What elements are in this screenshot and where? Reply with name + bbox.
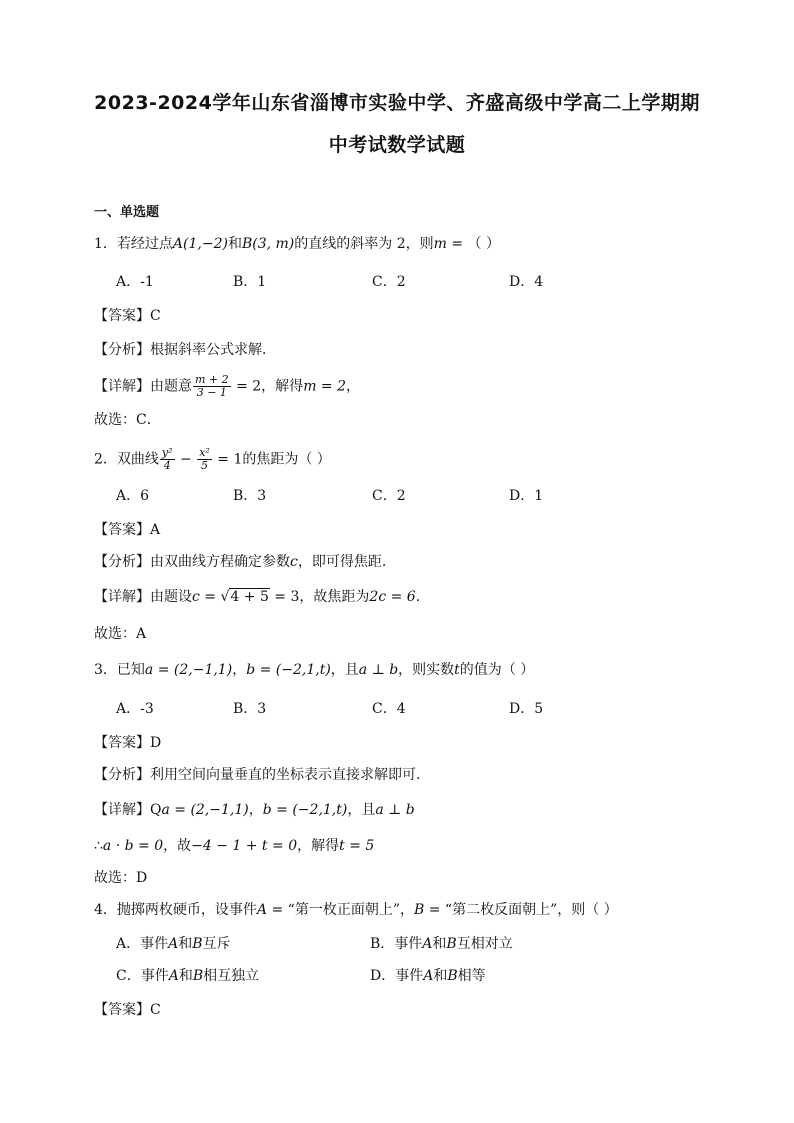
- detail-sep: ，: [248, 802, 263, 818]
- q1-var: m: [433, 236, 447, 252]
- opt-and: 和: [178, 968, 193, 984]
- answer-value: C: [150, 308, 161, 324]
- q1-choice: 故选：C．: [94, 412, 161, 428]
- dot-product: a · b = 0: [102, 838, 164, 854]
- sym-b: B: [192, 936, 203, 952]
- q1-fraction: [193, 374, 231, 399]
- q3-option-b: B．3: [233, 701, 267, 717]
- q2-text-b: = 1的焦距为（ ）: [212, 451, 331, 468]
- q3-sep: ，: [232, 662, 247, 678]
- q2-option-c: C．2: [372, 488, 406, 504]
- opt-rel: 相等: [457, 968, 486, 984]
- q3-text-c: ，则实数: [398, 662, 455, 678]
- fraction-denominator: 4: [163, 459, 171, 472]
- page-title-line2: 中考试数学试题: [328, 134, 466, 156]
- q3-text-a: 3．已知: [94, 662, 145, 678]
- opt-text: A．事件: [116, 936, 169, 952]
- answer-value: A: [150, 522, 161, 538]
- analysis-var: c: [290, 554, 298, 570]
- q1-option-c: C．2: [372, 274, 406, 290]
- analysis-text: 利用空间向量垂直的坐标表示直接求解即可.: [150, 767, 421, 783]
- fraction-numerator: y²: [161, 446, 173, 459]
- q1-option-a: A．-1: [116, 274, 154, 290]
- q3-answer: [94, 733, 161, 753]
- therefore-symbol: ∴: [94, 838, 103, 854]
- detail-text-e: .: [415, 589, 421, 605]
- q3-choice: 故选：D: [94, 870, 148, 886]
- q4-option-b: [370, 934, 513, 954]
- analysis-tag: 【分析】: [94, 767, 150, 783]
- q3-vector-b: b = (−2,1,t): [246, 662, 331, 678]
- q3-option-d: D．5: [509, 701, 544, 717]
- detail-vector-a: a = (2,−1,1): [161, 802, 249, 818]
- opt-rel: 互斥: [202, 936, 231, 952]
- q1-text-d: = （ ）: [446, 236, 500, 252]
- detail-tag: 【详解】: [94, 589, 150, 605]
- sym-b: B: [446, 936, 457, 952]
- line2-equation: −4 − 1 + t = 0: [191, 838, 298, 854]
- opt-and: 和: [432, 936, 447, 952]
- fraction-numerator: m + 2: [195, 373, 229, 386]
- analysis-tag: 【分析】: [94, 342, 150, 358]
- q4-event-a: A: [256, 902, 268, 918]
- fraction-denominator: 5: [201, 459, 208, 472]
- fraction-denominator: 3 − 1: [196, 386, 227, 399]
- detail-text-a: Q: [150, 802, 162, 818]
- detail-result: 2c = 6: [369, 589, 416, 605]
- opt-rel: 互相对立: [456, 936, 513, 952]
- q4-text-a: 4．抛掷两枚硬币，设事件: [94, 902, 257, 918]
- sym-a: A: [423, 968, 434, 984]
- q4-option-a: [116, 934, 231, 954]
- detail-vector-b: b = (−2,1,t): [262, 802, 348, 818]
- q2-fraction-2: [197, 447, 212, 472]
- sym-b: B: [447, 968, 458, 984]
- q1-analysis: [94, 340, 276, 360]
- opt-and: 和: [178, 936, 193, 952]
- q4-text-c: = “第二枚反面朝上”，则（ ）: [424, 902, 618, 918]
- q3-vector-a: a = (2,−1,1): [144, 662, 233, 678]
- question-3-stem: [94, 660, 534, 680]
- q2-fraction-1: [160, 447, 175, 472]
- detail-var: c =: [192, 589, 221, 605]
- analysis-tag: 【分析】: [94, 554, 150, 570]
- line2-result: t = 5: [339, 838, 375, 854]
- question-2-stem: [94, 447, 331, 472]
- q3-detail: [94, 800, 415, 820]
- q1-text-c: 的直线的斜率为 2，则: [294, 236, 434, 252]
- opt-text: C．事件: [116, 968, 169, 984]
- detail-text-a: 由题意: [150, 378, 192, 395]
- q1-text-a: 1．若经过点: [94, 236, 173, 252]
- analysis-text-b: ，即可得焦距.: [297, 554, 387, 570]
- detail-text-b: ，且: [347, 802, 376, 818]
- opt-rel: 相互独立: [203, 968, 260, 984]
- q2-option-a: A．6: [116, 488, 150, 504]
- q1-detail: [94, 374, 360, 399]
- q1-option-d: D．4: [509, 274, 544, 290]
- detail-tag: 【详解】: [94, 802, 150, 818]
- q4-option-d: [370, 966, 486, 986]
- line2-text-b: ，故: [163, 838, 192, 854]
- q1-text-b: 和: [227, 236, 242, 252]
- q1-answer: [94, 306, 161, 326]
- q2-option-d: D．1: [509, 488, 544, 504]
- question-1-stem: [94, 234, 500, 254]
- page-title-line1: 2023-2024学年山东省淄博市实验中学、齐盛高级中学高二上学期期: [94, 92, 700, 114]
- opt-and: 和: [433, 968, 448, 984]
- analysis-text-a: 由双曲线方程确定参数: [150, 554, 290, 570]
- answer-tag: 【答案】: [94, 308, 150, 324]
- q3-option-a: A．-3: [116, 701, 154, 717]
- q4-option-c: [116, 966, 259, 986]
- detail-perp: a ⊥ b: [375, 802, 415, 818]
- detail-result: m = 2: [303, 378, 347, 395]
- q3-option-c: C．4: [372, 701, 406, 717]
- analysis-text: 根据斜率公式求解．: [150, 342, 276, 358]
- q2-answer: [94, 520, 160, 540]
- q2-choice: 故选：A: [94, 626, 147, 642]
- q4-text-b: = “第一枚正面朝上”，: [267, 902, 414, 918]
- detail-text-a: 由题设: [150, 589, 192, 605]
- sqrt-symbol: √: [220, 589, 230, 605]
- q3-var: t: [454, 662, 460, 678]
- detail-text-d: ，: [346, 378, 361, 395]
- detail-text-b: = 2，解得: [231, 378, 304, 395]
- opt-text: B．事件: [370, 936, 423, 952]
- answer-tag: 【答案】: [94, 522, 150, 538]
- answer-tag: 【答案】: [94, 735, 150, 751]
- detail-tag: 【详解】: [94, 378, 150, 395]
- q3-analysis: [94, 765, 420, 785]
- answer-value: D: [150, 735, 162, 751]
- section-heading: 一、单选题: [94, 205, 160, 220]
- q2-minus: −: [175, 451, 197, 468]
- q3-text-b: ，且: [330, 662, 359, 678]
- sym-a: A: [168, 968, 179, 984]
- question-4-stem: [94, 900, 618, 920]
- q1-point-b: B(3, m): [241, 236, 295, 252]
- answer-value: C: [150, 1002, 161, 1018]
- q4-event-b: B: [414, 902, 425, 918]
- answer-tag: 【答案】: [94, 1002, 150, 1018]
- sym-a: A: [422, 936, 433, 952]
- q2-detail: [94, 587, 420, 607]
- sym-a: A: [168, 936, 179, 952]
- detail-text-b: = 3，故焦距为: [269, 589, 370, 605]
- fraction-numerator: x²: [199, 446, 210, 459]
- line2-text-c: ，解得: [297, 838, 340, 854]
- q2-analysis: [94, 552, 386, 572]
- q1-point-a: A(1,−2): [172, 236, 228, 252]
- sym-b: B: [192, 968, 204, 984]
- q2-option-b: B．3: [233, 488, 267, 504]
- q4-answer: [94, 1000, 161, 1020]
- sqrt-content: 4 + 5: [230, 589, 269, 605]
- q3-text-d: 的值为（ ）: [459, 662, 535, 678]
- q1-option-b: B．1: [233, 274, 267, 290]
- q2-text-a: 2．双曲线: [94, 451, 159, 468]
- q3-detail-line2: [94, 836, 374, 856]
- q3-perp: a ⊥ b: [358, 662, 399, 678]
- opt-text: D．事件: [370, 968, 424, 984]
